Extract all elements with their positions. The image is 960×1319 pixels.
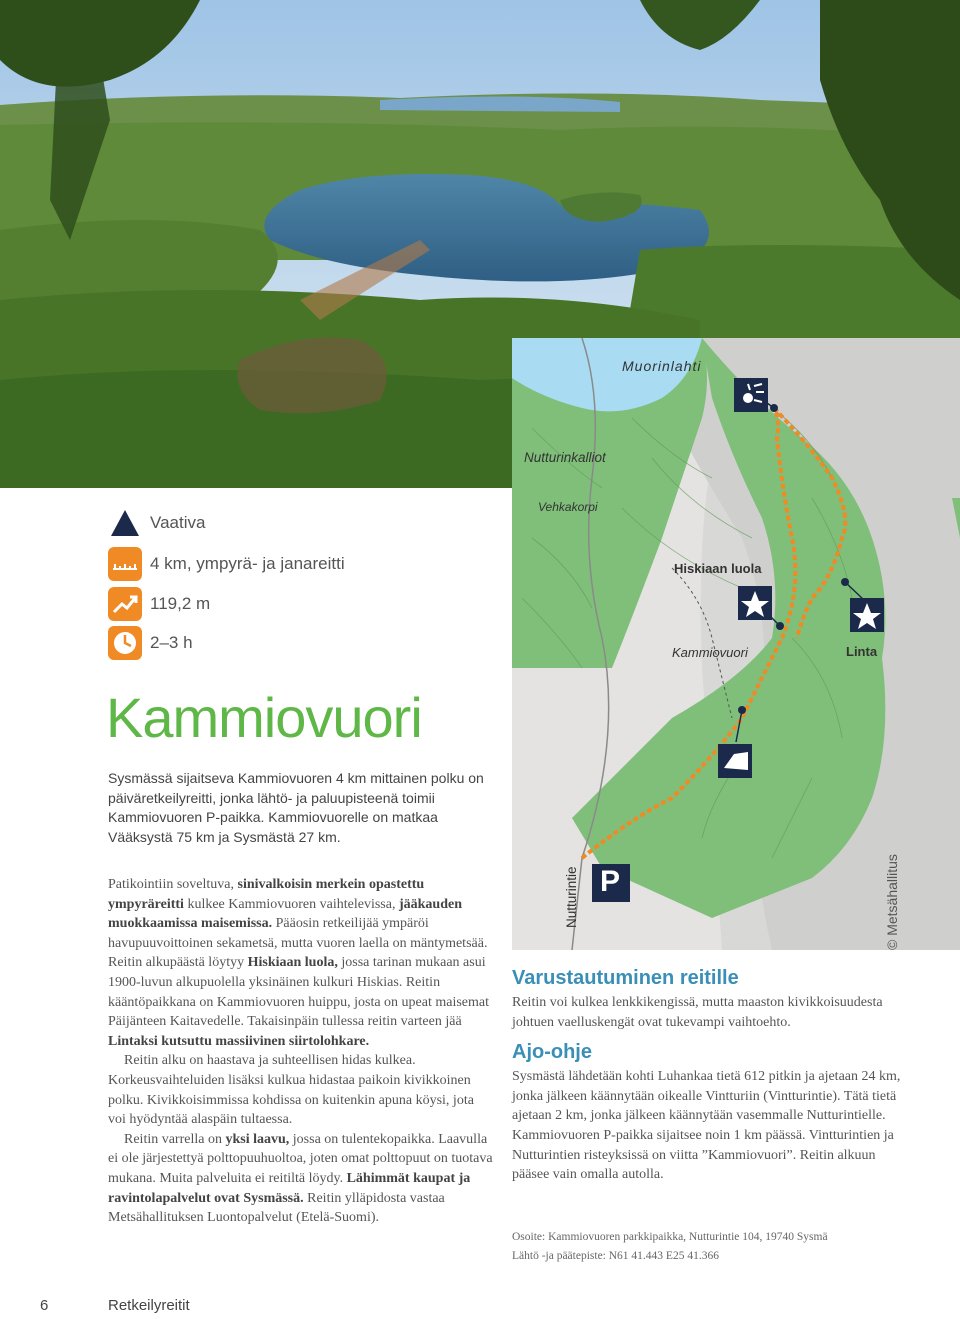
address-block xyxy=(512,1228,828,1266)
section-name: Retkeilyreitit xyxy=(108,1297,190,1314)
ruler-distance-icon xyxy=(108,547,142,581)
directions-text: Sysmästä lähdetään kohti Luhankaa tietä 612 pitkin ja ajetaan 24 km, jonka jälkeen käännytään oikealle Vintturiin (Vintturintie). Tätä tietä ajetaan 2 km, jonka jälkeen käännytään vasemmalle Nutturintielle. Kammiovuoren P-paikka sijaitsee noin 1 km päässä. Vintturintien ja Nutturintien risteyksissä on viitta ”Kammiovuori”. Reitin alkuun pääsee vain omalla autolla. xyxy=(512,1069,901,1183)
page-number: 6 xyxy=(40,1297,49,1314)
address-text: Osoite: Kammiovuoren parkkipaikka, Nutturintie 104, 19740 Sysmä xyxy=(512,1231,828,1243)
stat-duration-text: 2–3 h xyxy=(150,633,193,652)
viewpoint-icon[interactable] xyxy=(734,378,768,412)
stat-difficulty xyxy=(108,506,205,540)
stat-duration xyxy=(108,626,193,660)
intro-text: Sysmässä sijaitseva Kammiovuoren 4 km mittainen polku on päiväretkeilyreitti, jonka lähtö- ja paluupisteenä toimii Kammiovuoren P-paikka. Kammiovuorelle on matkaa Vääksystä 75 km ja Sysmästä 27 km. xyxy=(108,770,484,845)
map-label-vehkakorpi: Vehkakorpi xyxy=(538,500,598,514)
directions-heading: Ajo-ohje xyxy=(512,1041,592,1064)
map-label-nutturinkalliot: Nutturinkalliot xyxy=(524,450,606,465)
map-label-nutturintie: Nutturintie xyxy=(564,866,579,928)
stat-length-text: 4 km, ympyrä- ja janareitti xyxy=(150,554,345,573)
map-credit: © Metsähallitus xyxy=(884,854,900,950)
map-label-muorinlahti: Muorinlahti xyxy=(622,358,702,374)
stat-difficulty-text: Vaativa xyxy=(150,513,206,532)
body-paragraph-2: Reitin alku on haastava ja suhteellisen hidas kulkea. Korkeusvaihteluiden lisäksi kulkua hidastaa paikoin kivikkoinen polku. Kivikkoisimmissa kohdissa on kuitenkin apuna köysi, jota voi hyödyntää alaspäin tultaessa. xyxy=(108,1053,474,1128)
body-text xyxy=(108,875,493,1228)
stat-elevation xyxy=(108,587,210,621)
shelter-icon[interactable] xyxy=(718,744,752,778)
stat-length xyxy=(108,547,345,581)
map-label-hiskiaan-luola: Hiskiaan luola xyxy=(674,561,762,576)
parking-letter: P xyxy=(600,865,621,898)
body-paragraph-1: Patikointiin soveltuva, sinivalkoisin merkein opastettu ympyräreitti kulkee Kammiovuoren vaihtelevissa, jääkauden muokkaamissa maisemissa. Pääosin retkeilijää ympäröi havupuuvoittoinen sekametsä, mutta vuoren laella on mäntymetsää. Reitin alkupäästä löytyy Hiskiaan luola, jossa tarinan mukaan asui 1900-luvun alkupuolella yksinäinen kulkuri Hiskias. Reitin kääntöpaikkana on Kammiovuoren huippu, josta on upeat maisemat Päijänteen Kaitavedelle. Takaisinpäin tullessa reitin varteen jää Lintaksi kutsuttu massiivinen siirtolohkare. xyxy=(108,877,490,1049)
difficulty-triangle-icon xyxy=(108,506,142,540)
stat-elevation-text: 119,2 m xyxy=(150,594,211,613)
map-label-linta: Linta xyxy=(846,644,878,659)
equipment-text: Reitin voi kulkea lenkkikengissä, mutta maaston kivikkoisuudesta johtuen vaelluskengät ovat tukevampi vaihtoehto. xyxy=(512,995,883,1030)
info-column xyxy=(512,966,902,1193)
cave-star-icon[interactable] xyxy=(738,586,772,620)
clock-icon xyxy=(108,626,142,660)
elevation-graph-icon xyxy=(108,587,142,621)
boulder-star-icon[interactable] xyxy=(850,598,884,632)
equipment-heading: Varustautuminen reitille xyxy=(512,967,739,989)
body-paragraph-3: Reitin varrella on yksi laavu, jossa on tulentekopaikka. Laavulla ei ole järjestettyä polttopuuhuoltoa, joten omat polttopuut on tuotava mukana. Muita palveluita ei reitiltä löydy. Lähimmät kaupat ja ravintolapalvelut ovat Sysmässä. Reitin ylläpidosta vastaa Metsähallituksen Luontopalvelut (Etelä-Suomi). xyxy=(108,1131,493,1226)
coordinates-text: Lähtö -ja päätepiste: N61 41.443 E25 41.366 xyxy=(512,1250,719,1262)
map-label-kammiovuori: Kammiovuori xyxy=(672,645,748,660)
page-title: Kammiovuori xyxy=(106,686,422,749)
